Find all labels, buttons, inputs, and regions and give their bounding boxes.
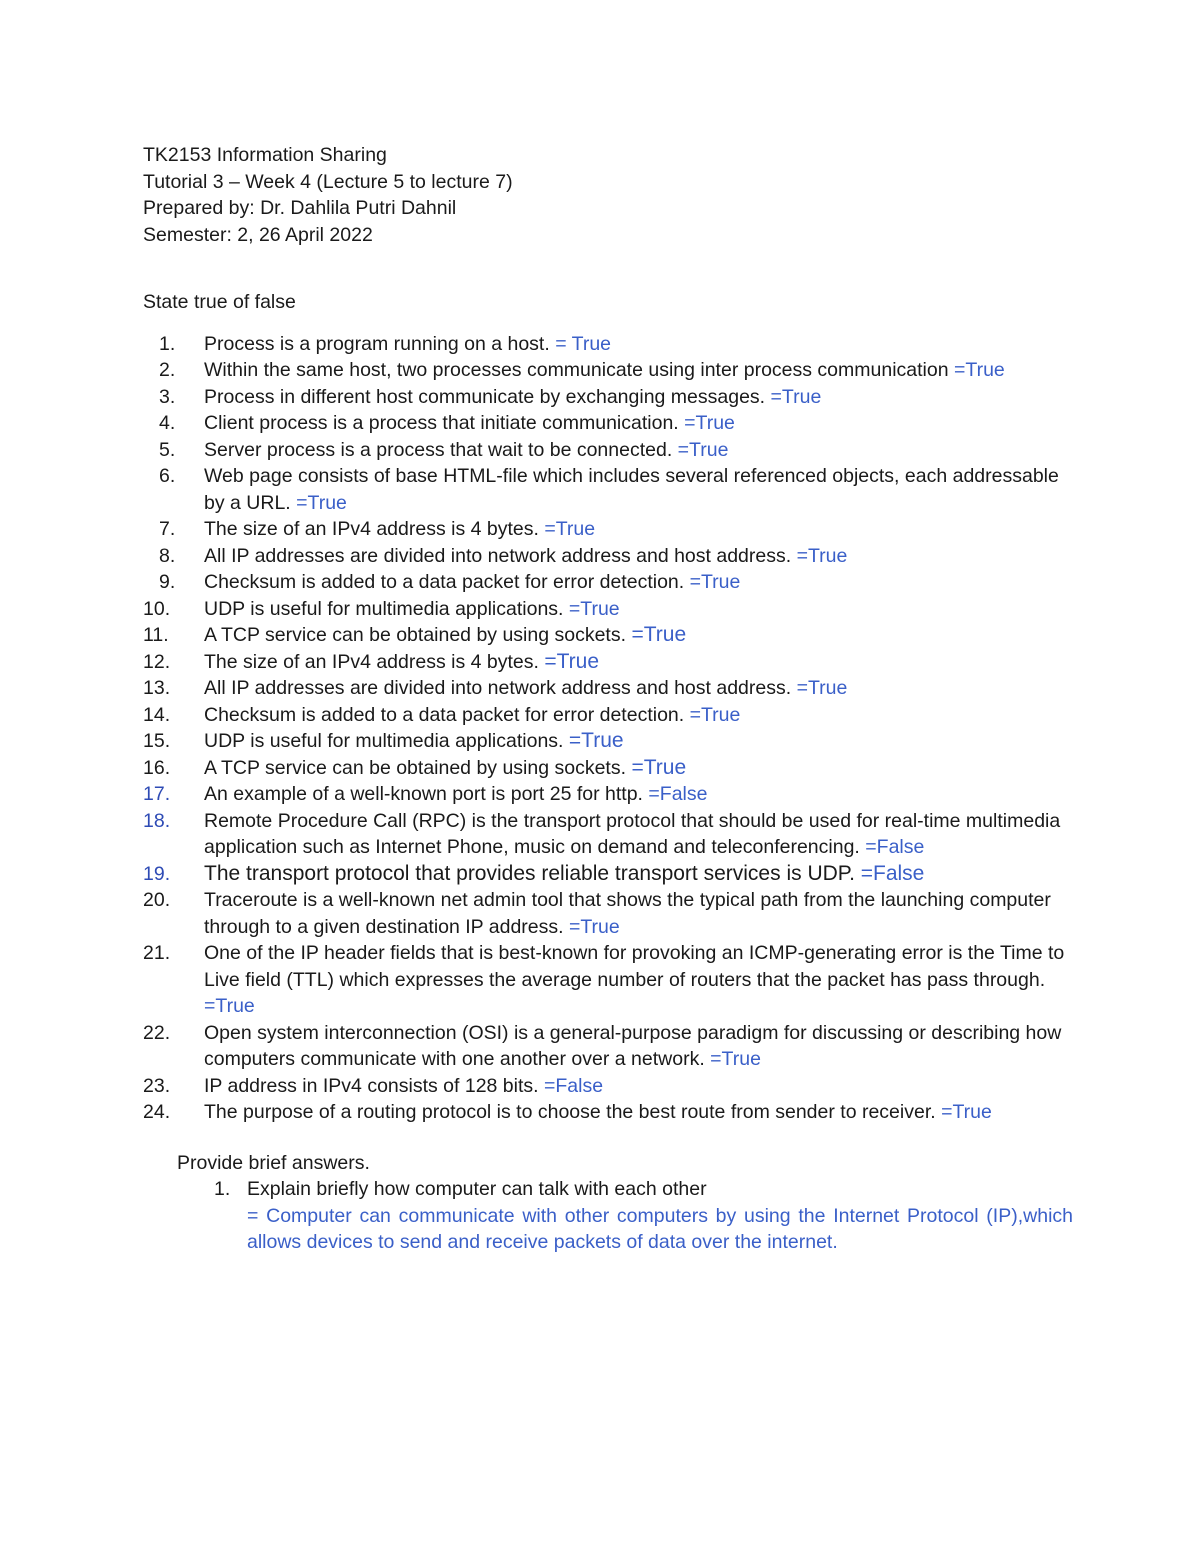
list-item: [143, 596, 1073, 623]
semester-line: Semester: 2, 26 April 2022: [143, 223, 373, 246]
list-item: [143, 649, 1073, 676]
item-number: 1.: [159, 332, 176, 355]
item-number: 16.: [143, 756, 171, 779]
list-item: [143, 410, 1073, 437]
document-header: [143, 142, 1073, 248]
brief-answers-heading: Provide brief answers.: [177, 1151, 370, 1174]
question-text: All IP addresses are divided into network address and host address.: [204, 544, 797, 567]
item-number: 23.: [143, 1074, 171, 1097]
question-text: Explain briefly how computer can talk with each other: [247, 1178, 707, 1200]
question-text: Checksum is added to a data packet for error detection.: [204, 571, 690, 593]
answer-text: =True: [796, 544, 848, 567]
list-item: [143, 1099, 1073, 1126]
question-text: A TCP service can be obtained by using sockets.: [204, 756, 632, 779]
question-text: Remote Procedure Call (RPC) is the transport protocol that should be used for real-time multimedia application such as Internet Phone, music on demand and teleconferencing.: [204, 809, 1061, 858]
question-text: An example of a well-known port is port 25 for http.: [204, 783, 649, 805]
answer-text: =True: [954, 359, 1005, 381]
answer-text: =False: [860, 861, 925, 885]
item-number: 21.: [143, 942, 171, 964]
item-number: 19.: [143, 862, 171, 885]
answer-text: =True: [631, 623, 687, 646]
answer-text: =True: [544, 649, 600, 673]
question-text: Process is a program running on a host.: [204, 332, 556, 355]
list-item: [143, 569, 1073, 596]
answer-text: =True: [689, 571, 741, 593]
item-number: 3.: [159, 385, 176, 408]
question-text: Client process is a process that initiate communication.: [204, 412, 685, 434]
item-number: 2.: [159, 359, 176, 381]
answer-text: =True: [684, 412, 735, 434]
question-text: The transport protocol that provides reliable transport services is UDP.: [204, 861, 861, 885]
list-item: [143, 543, 1073, 570]
answer-text: =True: [677, 438, 729, 461]
item-number: 5.: [159, 438, 176, 461]
list-item: [143, 755, 1073, 782]
question-text: UDP is useful for multimedia applications.: [204, 597, 569, 620]
answer-text: =True: [568, 597, 620, 620]
answer-text: =True: [544, 518, 596, 540]
answer-text: = True: [555, 332, 612, 355]
answer-text: =True: [296, 491, 347, 514]
answer-text: =True: [941, 1101, 992, 1123]
item-number: 6.: [159, 465, 176, 487]
list-item: [143, 781, 1073, 808]
item-number: 13.: [143, 677, 171, 699]
true-false-list: [143, 331, 1073, 1126]
list-item: [143, 808, 1073, 861]
item-number: 8.: [159, 544, 176, 567]
item-number: 24.: [143, 1101, 171, 1123]
question-text: The size of an IPv4 address is 4 bytes.: [204, 518, 545, 540]
item-number: 20.: [143, 889, 171, 911]
item-number: 15.: [143, 730, 171, 752]
question-text: A TCP service can be obtained by using sockets.: [204, 624, 632, 646]
question-text: Web page consists of base HTML-file which includes several referenced objects, each addressable by a URL.: [204, 465, 1059, 514]
list-item: [143, 940, 1073, 1020]
list-item: [143, 1020, 1073, 1073]
answer-text: =False: [865, 836, 925, 858]
document-page: [143, 142, 1073, 1256]
question-text: The size of an IPv4 address is 4 bytes.: [204, 650, 545, 673]
item-number: 1.: [214, 1178, 231, 1200]
list-item: [143, 384, 1073, 411]
question-text: Traceroute is a well-known net admin tool that shows the typical path from the launching computer through to a given destination IP address.: [204, 889, 1051, 938]
list-item: [143, 861, 1073, 888]
answer-text: =False: [543, 1074, 604, 1097]
question-text: IP address in IPv4 consists of 128 bits.: [204, 1074, 544, 1097]
answer-text: = Computer can communicate with other computers by using the Internet Protocol (IP),which allows devices to send and receive packets of data over the internet.: [247, 1204, 1073, 1253]
answer-text: =True: [204, 995, 255, 1017]
question-text: Checksum is added to a data packet for error detection.: [204, 703, 690, 726]
list-item: [143, 331, 1073, 358]
question-text: The purpose of a routing protocol is to choose the best route from sender to receiver.: [204, 1101, 942, 1123]
answer-text: =True: [770, 385, 822, 408]
item-number: 4.: [159, 412, 176, 434]
list-item: [143, 887, 1073, 940]
item-number: 22.: [143, 1021, 171, 1044]
list-item: [143, 1073, 1073, 1100]
answer-text: =True: [631, 755, 687, 779]
list-item: [143, 702, 1073, 729]
question-text: UDP is useful for multimedia applications.: [204, 730, 569, 752]
item-number: 11.: [143, 624, 169, 646]
answer-text: =True: [710, 1048, 761, 1070]
tutorial-line: Tutorial 3 – Week 4 (Lecture 5 to lecture 7): [143, 170, 513, 193]
true-false-heading: State true of false: [143, 291, 296, 313]
question-text: Process in different host communicate by exchanging messages.: [204, 385, 771, 408]
list-item: [143, 437, 1073, 464]
list-item: [143, 675, 1073, 702]
answer-text: =True: [568, 915, 620, 938]
question-text: Server process is a process that wait to be connected.: [204, 438, 678, 461]
list-item: [143, 622, 1073, 649]
list-item: [143, 516, 1073, 543]
list-item: [143, 1176, 1073, 1256]
item-number: 18.: [143, 809, 171, 832]
question-text: All IP addresses are divided into network address and host address.: [204, 677, 797, 699]
list-item: [143, 463, 1073, 516]
list-item: [143, 728, 1073, 755]
item-number: 14.: [143, 703, 171, 726]
question-text: Open system interconnection (OSI) is a general-purpose paradigm for discussing or describing how computers communicate with one another over a network.: [204, 1021, 1062, 1070]
brief-answers-list: [143, 1176, 1073, 1256]
answer-text: =True: [796, 677, 848, 699]
item-number: 12.: [143, 650, 171, 673]
answer-text: =True: [568, 729, 624, 752]
item-number: 10.: [143, 597, 171, 620]
item-number: 9.: [159, 571, 176, 593]
course-title: TK2153 Information Sharing: [143, 144, 387, 166]
answer-text: =False: [648, 783, 708, 805]
question-text: Within the same host, two processes communicate using inter process communication: [204, 359, 954, 381]
answer-text: =True: [689, 703, 741, 726]
item-number: 7.: [159, 518, 176, 540]
prepared-by-line: Prepared by: Dr. Dahlila Putri Dahnil: [143, 197, 457, 219]
list-item: [143, 357, 1073, 384]
item-number: 17.: [143, 783, 171, 805]
question-text: One of the IP header fields that is best-known for provoking an ICMP-generating error is the Time to Live field (TTL) which expresses the average number of routers that the packet has pass through.: [204, 942, 1065, 991]
